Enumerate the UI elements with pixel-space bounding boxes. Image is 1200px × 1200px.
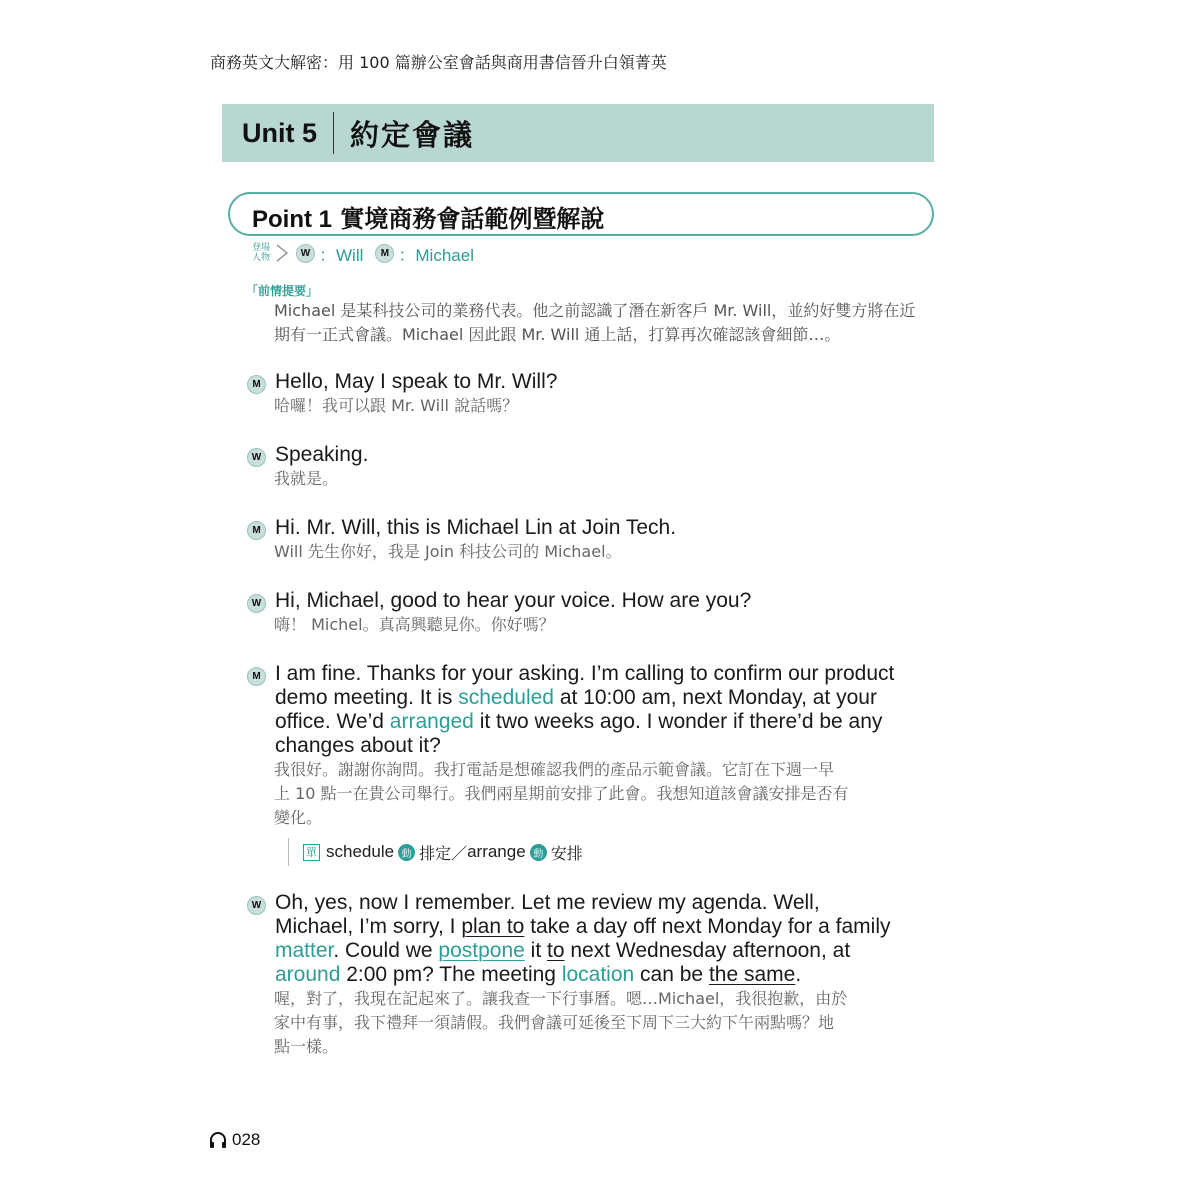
keyword-to: to [547, 939, 565, 962]
point-heading [228, 192, 934, 236]
dialogue-english [275, 662, 937, 758]
unit-divider [333, 112, 334, 154]
english-line [275, 939, 937, 963]
keyword-plan-to: plan to [461, 915, 525, 938]
vocab-word: arrange [467, 842, 526, 861]
dialogue-line [247, 443, 937, 491]
context-label: 「前情提要」 [246, 284, 319, 298]
text-run: it two weeks ago. I wonder if there’d be any [473, 710, 883, 733]
chinese-line: 點一樣。 [274, 1037, 339, 1056]
unit-title: 約定會議 [350, 117, 475, 152]
speaker-badge: M [247, 667, 266, 686]
text-run: . [795, 963, 802, 986]
text-run: demo meeting. It is [275, 686, 459, 709]
pos-tag: 動 [398, 844, 415, 861]
text-run: next Wednesday afternoon, at [564, 939, 851, 962]
english-line: I am fine. Thanks for your asking. I’m calling to confirm our product [275, 662, 895, 685]
keyword-the-same: the same [708, 963, 796, 986]
vocab-note [288, 838, 583, 866]
english-line [275, 686, 937, 710]
keyword-matter: matter [275, 939, 334, 962]
dialogue-line [247, 589, 937, 637]
text-run: office. We’d [275, 710, 390, 733]
dialogue-line [247, 370, 937, 418]
keyword-location: location [561, 963, 635, 986]
keyword-arranged: arranged [389, 710, 474, 733]
vocab-meaning: 排定／ [419, 843, 468, 863]
chinese-line: 喔，對了，我現在記起來了。讓我查一下行事曆。嗯…Michael，我很抱歉，由於 [274, 989, 848, 1008]
speaker-badge-w: W [296, 244, 315, 263]
context-line: Michael 是某科技公司的業務代表。他之前認識了潛在新客戶 Mr. Will，並約好雙方將在近 [274, 301, 916, 320]
dialogue-english [275, 891, 937, 987]
point-label: Point 1 [252, 206, 333, 233]
dialogue-english: Hello, May I speak to Mr. Will? [275, 370, 558, 393]
text-run: at 10:00 am, next Monday, at your [554, 686, 877, 709]
vocab-word: schedule [326, 842, 395, 861]
text-run: can be [634, 963, 709, 986]
context-line: 期有一正式會議。Michael 因此跟 Mr. Will 通上話，打算再次確認該會細節…。 [274, 325, 841, 344]
chevron-right-icon [274, 242, 290, 264]
dialogue-chinese: 嗨！ Michel。真高興聽見你。你好嗎？ [274, 615, 555, 634]
book-title: 商務英文大解密：用 100 篇辦公室會話與商用書信晉升白領菁英 [210, 53, 667, 72]
character-name-will: ：Will [319, 245, 364, 265]
vocab-tag: 單 [303, 844, 320, 861]
speaker-badge: M [247, 375, 266, 394]
english-line [275, 710, 937, 734]
characters-label-line1: 登場 [251, 243, 270, 253]
dialogue-chinese: 哈囉！我可以跟 Mr. Will 說話嗎？ [274, 396, 519, 415]
characters-row [250, 240, 486, 266]
pos-tag: 動 [530, 844, 547, 861]
speaker-badge: W [247, 448, 266, 467]
english-line: Oh, yes, now I remember. Let me review my agenda. Well, [275, 891, 820, 914]
chinese-line: 家中有事，我下禮拜一須請假。我們會議可延後至下周下三大約下午兩點嗎？地 [274, 1013, 835, 1032]
point-title-text: 實境商務會話範例暨解說 [340, 205, 605, 233]
keyword-scheduled: scheduled [458, 686, 554, 709]
dialogue-english: Speaking. [275, 443, 369, 466]
chinese-line: 我很好。謝謝你詢問。我打電話是想確認我們的產品示範會議。它訂在下週一早 [274, 760, 835, 779]
english-line [275, 963, 937, 987]
chinese-line: 上 10 點一在貴公司舉行。我們兩星期前安排了此會。我想知道該會議安排是否有 [274, 784, 849, 803]
vocab-meaning: 安排 [550, 843, 583, 863]
dialogue-line [247, 662, 937, 830]
text-run: it [524, 939, 548, 962]
keyword-around: around [275, 963, 341, 986]
characters-label [250, 243, 272, 263]
keyword-postpone: postpone [438, 939, 525, 962]
speaker-badge: W [247, 594, 266, 613]
unit-banner [222, 104, 934, 162]
character-name-michael: ：Michael [398, 245, 474, 265]
dialogue-line [247, 516, 937, 564]
speaker-badge-m: M [375, 244, 394, 263]
point-title [252, 199, 604, 234]
dialogue-chinese: 我就是。 [274, 469, 339, 488]
english-line [275, 915, 937, 939]
dialogue-chinese [274, 758, 937, 830]
context-text [274, 299, 938, 347]
dialogue-english: Hi. Mr. Will, this is Michael Lin at Join Tech. [275, 516, 677, 539]
chinese-line: 變化。 [274, 808, 323, 827]
text-run: Michael, I’m sorry, I [275, 915, 462, 938]
speaker-badge: W [247, 896, 266, 915]
unit-number: Unit 5 [242, 117, 318, 148]
dialogue-english: Hi, Michael, good to hear your voice. How are you? [275, 589, 752, 612]
dialogue-chinese: Will 先生你好，我是 Join 科技公司的 Michael。 [274, 542, 622, 561]
page-footer [208, 1130, 260, 1150]
text-run: 2:00 pm? The meeting [340, 963, 562, 986]
dialogue-line [247, 891, 937, 1059]
dialogue-chinese [274, 987, 937, 1059]
text-run: take a day off next Monday for a family [524, 915, 891, 938]
characters-label-line2: 人物 [251, 253, 270, 263]
page-number: 028 [232, 1130, 261, 1149]
text-run: . Could we [333, 939, 439, 962]
speaker-badge: M [247, 521, 266, 540]
headphones-icon [208, 1131, 228, 1149]
english-line: changes about it? [275, 734, 441, 757]
